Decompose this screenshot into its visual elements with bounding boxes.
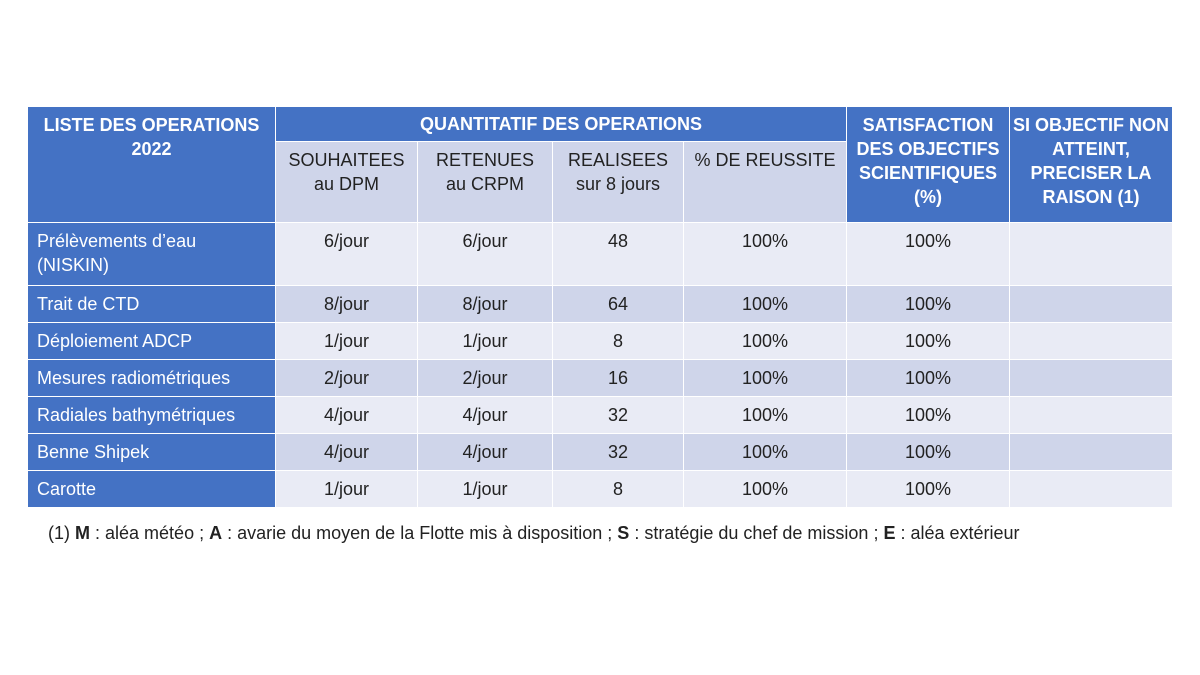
cell-satisfaction: 100%: [847, 434, 1010, 471]
cell-reussite: 100%: [684, 434, 847, 471]
cell-raison: [1010, 434, 1173, 471]
cell-retenues: 2/jour: [418, 360, 553, 397]
cell-realisees: 32: [553, 397, 684, 434]
table-row: [28, 397, 1173, 434]
header-raison: SI OBJECTIF NON ATTEINT, PRECISER LA RAISON (1): [1010, 107, 1173, 223]
table-row: [28, 434, 1173, 471]
footnote-text-m: : aléa météo ;: [90, 523, 210, 543]
header-souhaitees-line2: au DPM: [313, 174, 380, 194]
table-row: [28, 323, 1173, 360]
row-name: Prélèvements d’eau (NISKIN): [28, 223, 276, 286]
cell-retenues: 1/jour: [418, 471, 553, 508]
cell-raison: [1010, 286, 1173, 323]
cell-reussite: 100%: [684, 397, 847, 434]
cell-retenues: 8/jour: [418, 286, 553, 323]
cell-souhaitees: 1/jour: [276, 471, 418, 508]
row-name: Radiales bathymétriques: [28, 397, 276, 434]
footnote: [48, 523, 1178, 544]
header-retenues: [418, 142, 553, 223]
cell-reussite: 100%: [684, 360, 847, 397]
cell-reussite: 100%: [684, 223, 847, 286]
cell-realisees: 48: [553, 223, 684, 286]
cell-satisfaction: 100%: [847, 286, 1010, 323]
cell-reussite: 100%: [684, 286, 847, 323]
header-realisees-line2: sur 8 jours: [575, 174, 661, 194]
header-retenues-line1: RETENUES: [435, 150, 534, 170]
header-satisfaction: SATISFACTION DES OBJECTIFS SCIENTIFIQUES (%): [847, 107, 1010, 223]
cell-satisfaction: 100%: [847, 397, 1010, 434]
footnote-key-a: A: [209, 523, 223, 543]
cell-raison: [1010, 223, 1173, 286]
footnote-text-e: : aléa extérieur: [895, 523, 1020, 543]
cell-retenues: 6/jour: [418, 223, 553, 286]
table-row: [28, 223, 1173, 286]
footnote-key-m: M: [75, 523, 91, 543]
header-souhaitees: [276, 142, 418, 223]
cell-souhaitees: 4/jour: [276, 434, 418, 471]
row-name: Mesures radiométriques: [28, 360, 276, 397]
footnote-text-a: : avarie du moyen de la Flotte mis à disposition ;: [222, 523, 618, 543]
cell-retenues: 4/jour: [418, 434, 553, 471]
cell-realisees: 8: [553, 323, 684, 360]
cell-retenues: 1/jour: [418, 323, 553, 360]
footnote-key-s: S: [617, 523, 630, 543]
cell-souhaitees: 8/jour: [276, 286, 418, 323]
cell-realisees: 8: [553, 471, 684, 508]
cell-souhaitees: 4/jour: [276, 397, 418, 434]
header-operations: LISTE DES OPERATIONS 2022: [28, 107, 276, 223]
row-name: Carotte: [28, 471, 276, 508]
cell-retenues: 4/jour: [418, 397, 553, 434]
header-realisees: [553, 142, 684, 223]
cell-realisees: 64: [553, 286, 684, 323]
cell-souhaitees: 2/jour: [276, 360, 418, 397]
row-name: Trait de CTD: [28, 286, 276, 323]
cell-reussite: 100%: [684, 471, 847, 508]
cell-satisfaction: 100%: [847, 223, 1010, 286]
cell-realisees: 32: [553, 434, 684, 471]
header-souhaitees-line1: SOUHAITEES: [288, 150, 405, 170]
table-row: [28, 360, 1173, 397]
cell-raison: [1010, 471, 1173, 508]
header-retenues-line2: au CRPM: [445, 174, 525, 194]
cell-satisfaction: 100%: [847, 323, 1010, 360]
header-quantitatif: QUANTITATIF DES OPERATIONS: [276, 107, 847, 142]
table-row: [28, 286, 1173, 323]
operations-table: [27, 106, 1173, 508]
cell-souhaitees: 6/jour: [276, 223, 418, 286]
cell-satisfaction: 100%: [847, 471, 1010, 508]
footnote-text-s: : stratégie du chef de mission ;: [629, 523, 884, 543]
cell-raison: [1010, 323, 1173, 360]
table-row: [28, 471, 1173, 508]
footnote-key-e: E: [883, 523, 896, 543]
header-reussite: [684, 142, 847, 223]
cell-raison: [1010, 360, 1173, 397]
cell-souhaitees: 1/jour: [276, 323, 418, 360]
header-reussite-line1: % DE REUSSITE: [694, 150, 836, 170]
cell-reussite: 100%: [684, 323, 847, 360]
cell-satisfaction: 100%: [847, 360, 1010, 397]
cell-realisees: 16: [553, 360, 684, 397]
cell-raison: [1010, 397, 1173, 434]
footnote-prefix: (1): [48, 523, 70, 543]
row-name: Benne Shipek: [28, 434, 276, 471]
header-realisees-line1: REALISEES: [567, 150, 669, 170]
row-name: Déploiement ADCP: [28, 323, 276, 360]
